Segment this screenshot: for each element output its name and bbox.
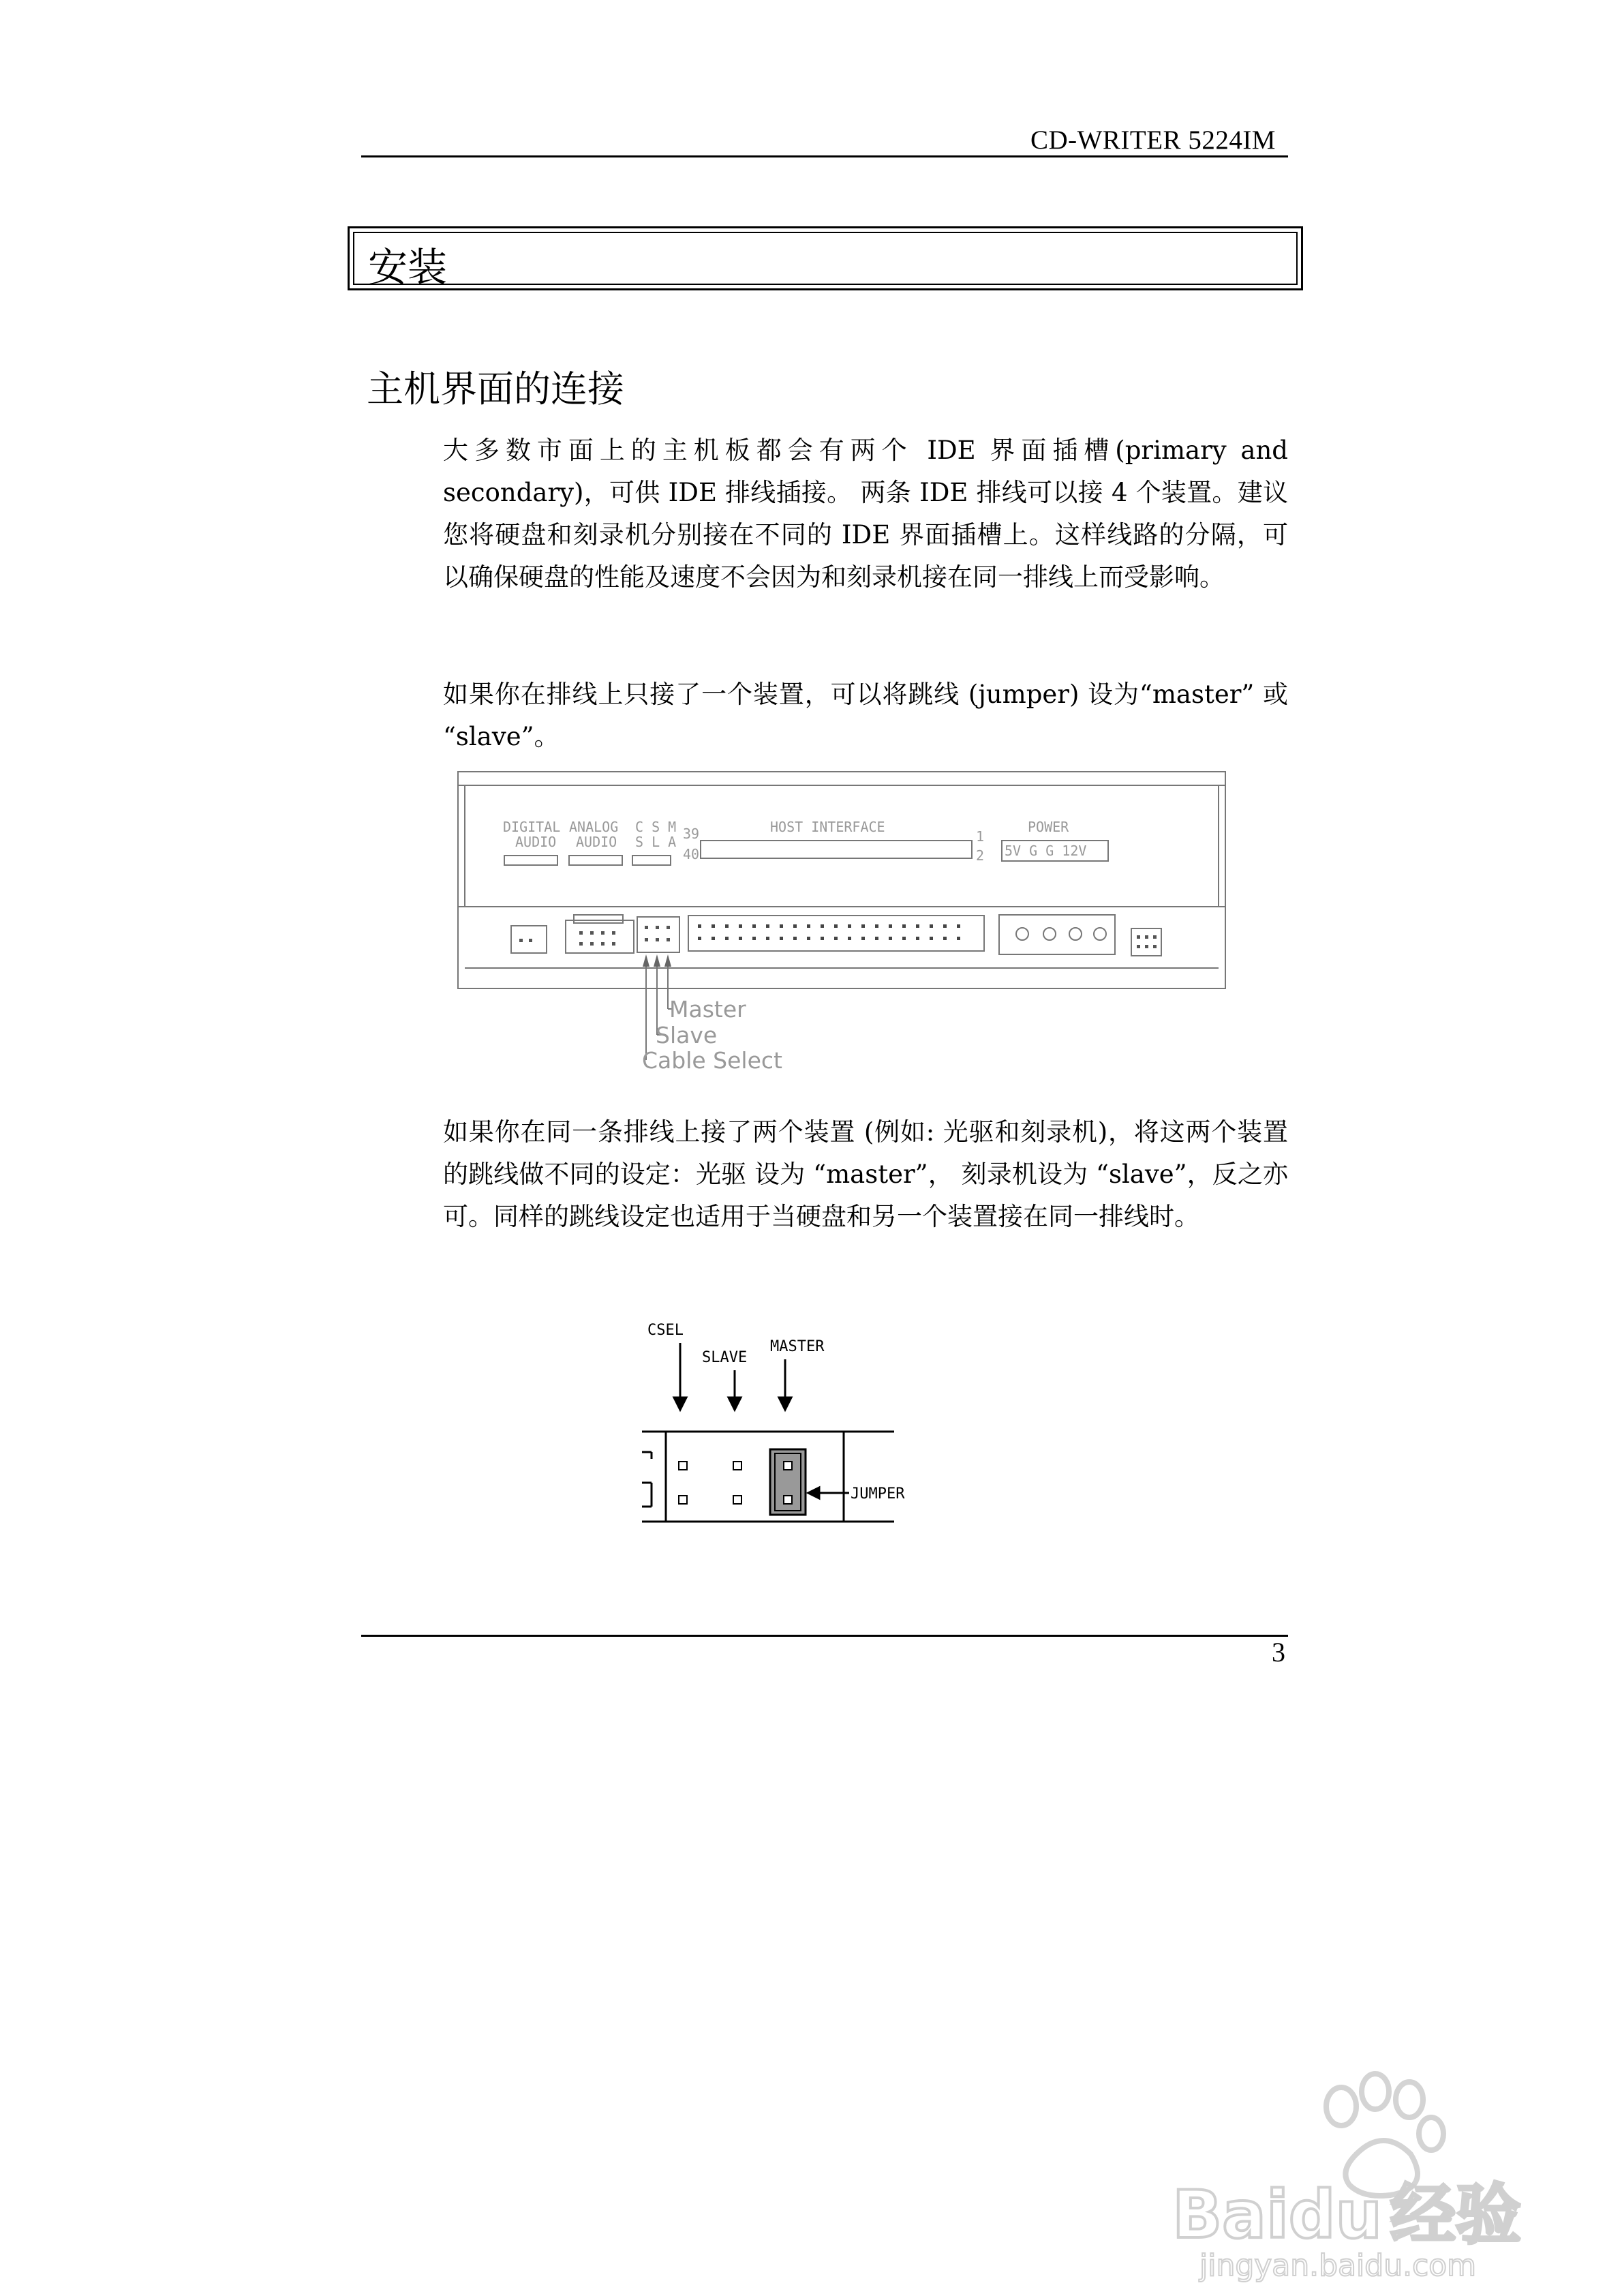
ide-pin <box>739 924 742 928</box>
pin2-label: 2 <box>976 847 985 864</box>
csm-label: C S M <box>635 819 677 835</box>
analog-label: ANALOG <box>569 819 619 835</box>
ide-pin <box>821 924 824 928</box>
ide-pin <box>957 924 960 928</box>
csel-label: CSEL <box>647 1323 684 1339</box>
power-pins-label: 5V G G 12V <box>1005 843 1087 859</box>
ide-pin <box>943 924 947 928</box>
ide-pin <box>916 924 919 928</box>
ide-pin <box>848 924 851 928</box>
analog-audio-label: AUDIO <box>576 834 617 850</box>
host-interface-label: HOST INTERFACE <box>770 819 885 835</box>
ide-pin <box>780 924 783 928</box>
ide-pin <box>752 924 756 928</box>
ide-pin <box>848 937 851 940</box>
ide-pin <box>725 924 729 928</box>
ide-pin <box>930 924 933 928</box>
ide-pin <box>875 937 878 940</box>
ide-pin <box>725 937 729 940</box>
paragraph-ide-intro: 大多数市面上的主机板都会有两个 IDE 界面插槽(primary and secondary)，可供 IDE 排线插接。 两条 IDE 排线可以接 4 个装置。建议您将硬盘和刻录机分别接在不同的 IDE 界面插槽上。这样线路的分隔，可以确保硬盘的性能及速度不会因为和刻录机接在同一排线上而受影响。 <box>443 436 1288 592</box>
watermark-brand-cn: 经验 <box>1390 2177 1521 2253</box>
ide-pin <box>957 937 960 940</box>
page-number: 3 <box>1272 1637 1285 1667</box>
paragraph-single-device: 如果你在排线上只接了一个装置，可以将跳线 (jumper) 设为“master” 或 “slave”。 <box>443 680 1288 751</box>
ide-pin <box>834 924 838 928</box>
ide-pin <box>793 924 797 928</box>
ide-pin <box>766 937 769 940</box>
master-callout: Master <box>669 996 746 1023</box>
baidu-watermark <box>1159 2059 1540 2284</box>
digital-label: DIGITAL <box>503 819 561 835</box>
ide-pin <box>943 937 947 940</box>
ide-pin <box>821 937 824 940</box>
ide-pin <box>711 924 715 928</box>
slave-callout: Slave <box>656 1022 718 1048</box>
ide-pin <box>861 937 865 940</box>
jumper-detail-figure <box>634 1323 927 1547</box>
sla-label: S L A <box>635 834 677 850</box>
pin1-label: 1 <box>976 828 985 845</box>
ide-pin <box>780 937 783 940</box>
ide-pin <box>766 924 769 928</box>
ide-pin <box>902 924 906 928</box>
ide-pin <box>752 937 756 940</box>
jumper-label: JUMPER <box>851 1485 905 1502</box>
ide-pin <box>902 937 906 940</box>
section-title: 安装 <box>368 244 448 290</box>
ide-pin <box>861 924 865 928</box>
ide-pin <box>807 937 810 940</box>
footer-rule <box>361 1635 1288 1637</box>
ide-pin <box>889 924 892 928</box>
running-header: CD-WRITER 5224IM <box>1030 125 1276 155</box>
slave-label: SLAVE <box>702 1349 748 1366</box>
ide-pin <box>711 937 715 940</box>
ide-pin <box>793 937 797 940</box>
ide-pin <box>889 937 892 940</box>
subsection-title: 主机界面的连接 <box>367 367 624 410</box>
digital-audio-label: AUDIO <box>515 834 557 850</box>
ide-pin <box>807 924 810 928</box>
paragraph-two-devices: 如果你在同一条排线上接了两个装置 (例如: 光驱和刻录机)，将这两个装置的跳线做不同的设定：光驱 设为 “master”， 刻录机设为 “slave”，反之亦可。同样的跳线设定也适用于当硬盘和另一个装置接在同一排线时。 <box>443 1117 1288 1231</box>
cable-select-callout: Cable Select <box>642 1047 782 1074</box>
ide-pin <box>739 937 742 940</box>
pin40-label: 40 <box>683 846 700 862</box>
watermark-brand: Baidu <box>1172 2177 1382 2253</box>
ide-pin <box>698 924 701 928</box>
ide-pin <box>930 937 933 940</box>
power-label: POWER <box>1028 819 1069 835</box>
header-rule <box>361 155 1288 157</box>
ide-pin <box>698 937 701 940</box>
ide-pin <box>916 937 919 940</box>
watermark-url: jingyan.baidu.com <box>1199 2248 1477 2283</box>
drive-rear-panel-figure <box>457 770 1227 1094</box>
pin39-label: 39 <box>683 826 700 842</box>
master-label: MASTER <box>770 1338 825 1355</box>
ide-pin <box>834 937 838 940</box>
ide-pin <box>875 924 878 928</box>
section-title-box-inner <box>353 232 1298 285</box>
